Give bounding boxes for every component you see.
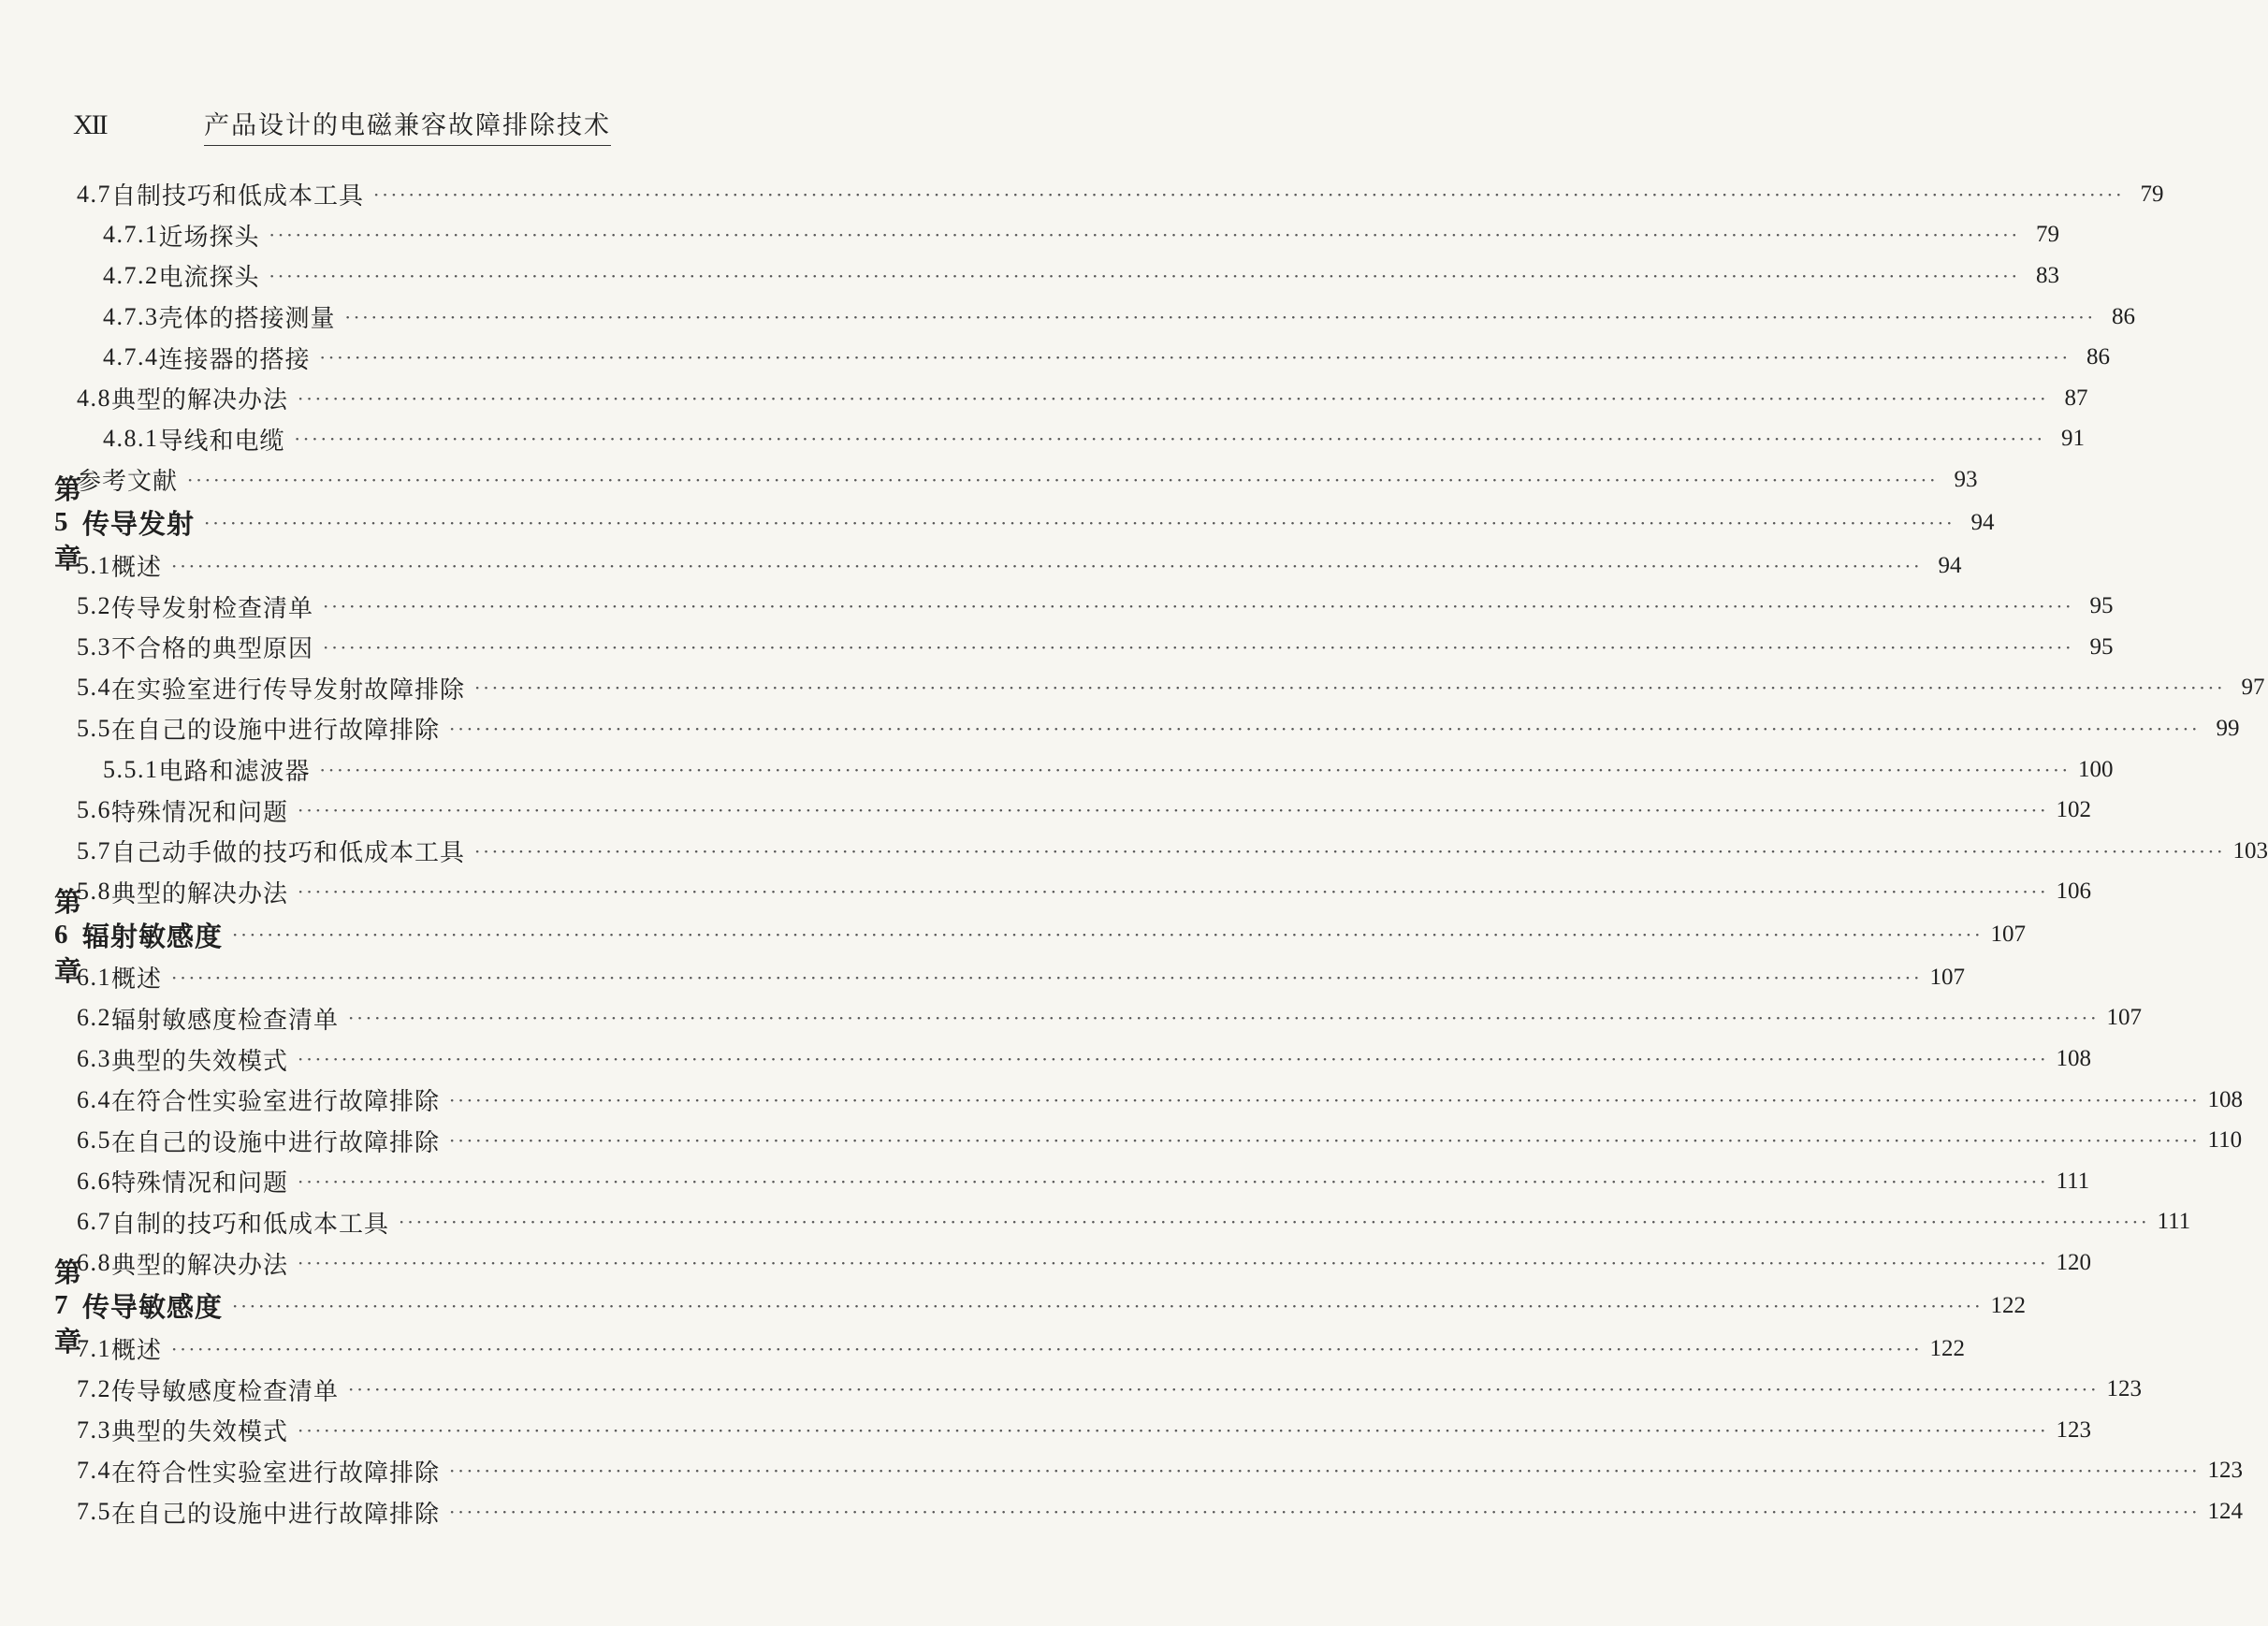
toc-entry-number: 6.6 <box>77 1167 111 1195</box>
toc-entry-page: 124 <box>2207 1499 2243 1525</box>
toc-entry-number: 4.7.4 <box>103 343 159 371</box>
toc-entry-title: 在符合性实验室进行故障排除 <box>111 1459 441 1488</box>
toc-entry-page: 107 <box>1990 922 2027 948</box>
toc-entry-title: 典型的失效模式 <box>111 1047 289 1076</box>
leader-dots: ········································································································································································································ <box>298 1169 2049 1193</box>
leader-dots: ········································································································································································································ <box>232 923 1984 947</box>
toc-entry-number: 6.8 <box>77 1249 111 1277</box>
toc-entry-number: 5.4 <box>77 674 111 702</box>
leader-dots: ········································································································································································································ <box>449 1501 2201 1524</box>
toc-entry-page: 122 <box>1929 1335 1965 1361</box>
toc-entry-title: 概述 <box>111 1337 163 1366</box>
toc-entry-row <box>0 749 2114 791</box>
toc-entry-row <box>0 1410 2091 1451</box>
toc-entry-title: 在实验室进行传导发射故障排除 <box>111 675 466 704</box>
toc-entry-row <box>0 708 2240 749</box>
toc-entry-title: 壳体的搭接测量 <box>158 305 336 334</box>
leader-dots: ········································································································································································································ <box>344 305 2096 328</box>
toc-entry-page: 123 <box>2207 1458 2243 1484</box>
toc-entry-number: 5.5 <box>77 714 111 742</box>
toc-entry-row <box>0 174 2164 215</box>
leader-dots: ········································································································································································································ <box>474 676 2226 700</box>
toc-entry-page: 107 <box>2106 1005 2142 1031</box>
toc-entry-page: 122 <box>1990 1292 2027 1318</box>
toc-entry-row <box>0 627 2114 668</box>
toc-entry-row <box>0 1161 2090 1202</box>
leader-dots: ········································································································································································································ <box>298 386 2049 410</box>
toc-entry-title: 概述 <box>111 965 163 994</box>
page-number: XII <box>73 109 107 140</box>
toc-entry-row <box>0 1038 2091 1080</box>
toc-entry-title: 电流探头 <box>158 264 260 293</box>
toc-entry-page: 79 <box>2140 181 2164 207</box>
toc-entry-page: 86 <box>2086 344 2110 370</box>
leader-dots: ········································································································································································································ <box>298 880 2049 904</box>
toc-entry-number: 7.4 <box>77 1457 111 1485</box>
toc-entry-row <box>0 586 2114 627</box>
toc-entry-title: 辐射敏感度检查清单 <box>111 1006 340 1035</box>
toc-entry-number: 7.5 <box>77 1498 111 1526</box>
book-title: 产品设计的电磁兼容故障排除技术 <box>204 105 611 146</box>
leader-dots: ········································································································································································································ <box>449 1459 2201 1483</box>
leader-dots: ········································································································································································································ <box>449 717 2201 740</box>
toc-entry-page: 83 <box>2036 262 2059 288</box>
toc-entry-title: 在自己的设施中进行故障排除 <box>111 1500 441 1529</box>
toc-entry-page: 97 <box>2241 675 2265 701</box>
toc-entry-title: 参考文献 <box>77 468 179 497</box>
toc-entry-title: 传导发射检查清单 <box>111 594 314 623</box>
leader-dots: ········································································································································································································ <box>319 758 2071 781</box>
toc-entry-number: 6.2 <box>77 1004 111 1032</box>
toc-entry-page: 111 <box>2157 1209 2191 1235</box>
toc-entry-title: 辐射敏感度 <box>82 920 224 952</box>
toc-entry-page: 91 <box>2061 426 2085 452</box>
leader-dots: ········································································································································································································ <box>269 224 2020 247</box>
toc-entry-title: 电路和滤波器 <box>158 758 311 787</box>
leader-dots: ········································································································································································································ <box>298 1418 2049 1442</box>
toc-entry-number: 5.8 <box>77 878 111 906</box>
toc-entry-page: 103 <box>2232 837 2268 864</box>
toc-entry-row <box>0 790 2091 831</box>
toc-entry-number: 6.3 <box>77 1045 111 1073</box>
leader-dots: ········································································································································································································ <box>294 428 2045 451</box>
toc-entry-title: 在符合性实验室进行故障排除 <box>111 1088 441 1117</box>
leader-dots: ········································································································································································································ <box>204 511 1955 534</box>
toc-entry-title: 导线和电缆 <box>158 427 285 456</box>
toc-entry-page: 108 <box>2056 1046 2091 1072</box>
toc-entry-number: 5.2 <box>77 592 111 620</box>
leader-dots: ········································································································································································································ <box>323 595 2074 618</box>
toc-entry-number: 6.7 <box>77 1208 111 1236</box>
toc-entry-number: 4.7.2 <box>103 261 159 289</box>
toc-entry-number: 7.1 <box>77 1334 111 1362</box>
toc-entry-number: 5.5.1 <box>103 755 159 783</box>
toc-entry-page: 120 <box>2056 1250 2091 1276</box>
toc-entry-page: 107 <box>1929 964 1965 990</box>
toc-entry-row <box>0 872 2091 913</box>
toc-entry-number: 4.7.3 <box>103 302 159 330</box>
toc-entry-number: 4.7.1 <box>103 221 159 249</box>
toc-entry-number: 5.1 <box>77 551 111 579</box>
toc-entry-page: 123 <box>2056 1416 2091 1443</box>
leader-dots: ········································································································································································································ <box>298 1048 2049 1071</box>
toc-entry-page: 95 <box>2089 633 2114 660</box>
toc-entry-page: 94 <box>1970 509 1995 535</box>
toc-entry-number: 5.7 <box>77 836 111 864</box>
toc-entry-number: 7.2 <box>77 1375 111 1403</box>
leader-dots: ········································································································································································································ <box>348 1378 2100 1401</box>
toc-entry-row <box>0 459 1978 501</box>
toc-entry-number: 4.8.1 <box>103 425 159 453</box>
toc-entry-number: 5.6 <box>77 796 111 824</box>
toc-entry-title: 典型的解决办法 <box>111 879 289 908</box>
toc-entry-page: 79 <box>2036 222 2059 248</box>
toc-entry-row <box>0 255 2059 297</box>
toc-entry-page: 94 <box>1938 552 1962 578</box>
toc-entry-page: 108 <box>2207 1086 2243 1112</box>
toc-entry-row <box>0 957 1965 998</box>
toc-entry-page: 87 <box>2064 385 2088 411</box>
toc-entry-row <box>0 1242 2091 1284</box>
toc-entry-row <box>0 378 2088 419</box>
toc-entry-row <box>0 215 2059 256</box>
leader-dots: ········································································································································································································ <box>319 346 2071 370</box>
toc-entry-number: 4.8 <box>77 384 111 412</box>
table-of-contents <box>0 174 2268 1532</box>
toc-entry-row <box>0 998 2142 1039</box>
toc-entry-row <box>0 545 1962 587</box>
toc-entry-title: 近场探头 <box>158 223 260 252</box>
toc-entry-row <box>0 1120 2243 1161</box>
toc-entry-title: 在自己的设施中进行故障排除 <box>111 1128 441 1157</box>
toc-entry-page: 99 <box>2216 715 2240 741</box>
toc-entry-title: 不合格的典型原因 <box>111 635 314 664</box>
toc-entry-row <box>0 668 2265 709</box>
toc-entry-title: 传导敏感度 <box>82 1291 224 1324</box>
toc-entry-page: 106 <box>2056 878 2091 905</box>
toc-entry-page: 110 <box>2207 1127 2243 1154</box>
leader-dots: ········································································································································································································ <box>474 839 2226 863</box>
toc-entry-title: 特殊情况和问题 <box>111 1169 289 1198</box>
toc-entry-number: 6.5 <box>77 1126 111 1154</box>
running-header <box>73 105 611 146</box>
toc-entry-row <box>0 337 2110 378</box>
toc-entry-number: 4.7 <box>77 180 111 208</box>
toc-entry-number: 6.4 <box>77 1085 111 1113</box>
toc-entry-title: 在自己的设施中进行故障排除 <box>111 717 441 746</box>
leader-dots: ········································································································································································································ <box>269 264 2020 287</box>
toc-entry-page: 100 <box>2078 756 2114 782</box>
toc-entry-row <box>0 1451 2243 1492</box>
toc-entry-row <box>0 1491 2243 1532</box>
toc-entry-number: 6.1 <box>77 963 111 991</box>
toc-entry-page: 111 <box>2056 1168 2090 1194</box>
toc-entry-row <box>0 1080 2243 1121</box>
toc-entry-number: 7.3 <box>77 1415 111 1444</box>
toc-entry-row <box>0 1328 1965 1370</box>
toc-entry-title: 典型的解决办法 <box>111 386 289 415</box>
leader-dots: ········································································································································································································ <box>171 1337 1923 1360</box>
toc-entry-title: 传导发射 <box>82 508 196 541</box>
leader-dots: ········································································································································································································ <box>171 554 1923 577</box>
toc-entry-page: 93 <box>1954 466 1978 492</box>
leader-dots: ········································································································································································································ <box>298 1252 2049 1275</box>
toc-entry-number: 5.3 <box>77 632 111 661</box>
leader-dots: ········································································································································································································ <box>187 468 1939 491</box>
leader-dots: ········································································································································································································ <box>171 965 1923 989</box>
toc-entry-number: 第 6 章 <box>54 887 83 987</box>
leader-dots: ········································································································································································································ <box>399 1211 2150 1234</box>
toc-entry-row <box>0 1202 2191 1243</box>
leader-dots: ········································································································································································································ <box>232 1294 1984 1317</box>
toc-entry-page: 86 <box>2112 303 2135 329</box>
toc-entry-title: 自制的技巧和低成本工具 <box>111 1210 390 1239</box>
leader-dots: ········································································································································································································ <box>449 1129 2201 1153</box>
toc-entry-title: 连接器的搭接 <box>158 345 311 374</box>
toc-entry-row <box>0 1369 2142 1410</box>
toc-entry-title: 典型的失效模式 <box>111 1418 289 1447</box>
toc-entry-title: 自己动手做的技巧和低成本工具 <box>111 839 466 868</box>
toc-entry-row <box>0 419 2085 460</box>
leader-dots: ········································································································································································································ <box>449 1088 2201 1111</box>
toc-entry-title: 典型的解决办法 <box>111 1251 289 1280</box>
leader-dots: ········································································································································································································ <box>298 799 2049 822</box>
toc-entry-row <box>0 831 2268 872</box>
toc-entry-row <box>0 297 2135 338</box>
toc-entry-page: 95 <box>2089 593 2114 619</box>
toc-entry-title: 特殊情况和问题 <box>111 798 289 827</box>
toc-entry-number: 第 5 章 <box>54 475 83 575</box>
toc-entry-page: 123 <box>2106 1376 2142 1402</box>
toc-entry-number: 第 7 章 <box>54 1258 83 1358</box>
leader-dots: ········································································································································································································ <box>323 635 2074 659</box>
toc-entry-title: 传导敏感度检查清单 <box>111 1377 340 1406</box>
leader-dots: ········································································································································································································ <box>348 1007 2100 1030</box>
leader-dots: ········································································································································································································ <box>373 182 2125 206</box>
toc-entry-page: 102 <box>2056 797 2091 823</box>
toc-entry-title: 概述 <box>111 554 163 583</box>
toc-entry-title: 自制技巧和低成本工具 <box>111 182 365 211</box>
